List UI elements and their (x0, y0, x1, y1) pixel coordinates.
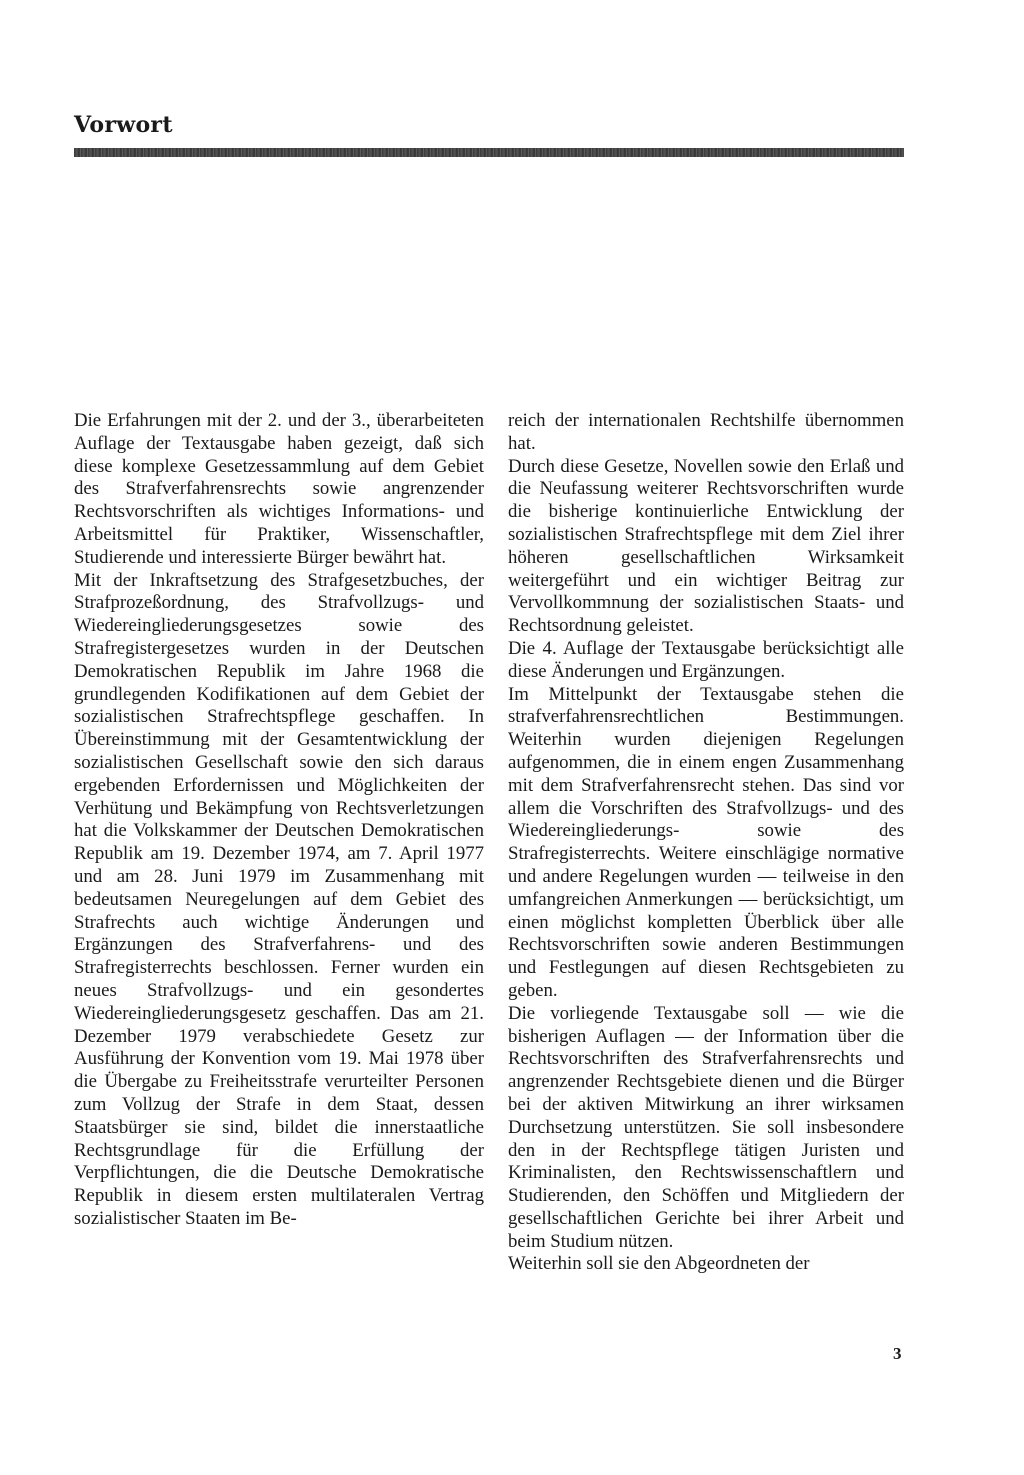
paragraph: reich der internationalen Rechtshilfe übernommen hat. (508, 410, 904, 454)
paragraph: Die vorliegende Textausgabe soll — wie die bisherigen Auflagen — der Information über die Rechtsvorschriften des Strafverfahrensrechts und angrenzender Rechtsgebiete dienen und die Bürger bei der aktiven Mitwirkung an ihrer wirksamen Durchsetzung unterstützen. Sie soll insbesondere den in der Rechtspflege tätigen Juristen und Kriminalisten, den Rechtswissenschaftlern und Studierenden, den Schöffen und Mitgliedern der gesellschaftlichen Gerichte bei ihrer Arbeit und beim Studium nützen. (508, 1002, 904, 1252)
left-column (74, 410, 484, 1231)
page-heading: Vorwort (74, 112, 173, 138)
heading-rule (74, 148, 904, 157)
paragraph: Mit der Inkraftsetzung des Strafgesetzbuches, der Strafprozeßordnung, des Strafvollzugs- und Wiedereingliederungsgesetzes sowie des Strafregistergesetzes wurden in der Deutschen Demokratischen Republik im Jahre 1968 die grundlegenden Kodifikationen auf dem Gebiet der sozialistischen Strafrechtspflege geschaffen. In Übereinstimmung mit der Gesamtentwicklung der sozialistischen Gesellschaft sowie den sich daraus ergebenden Erfordernissen und Möglichkeiten der Verhütung und Bekämpfung von Rechtsverletzungen hat die Volkskammer der Deutschen Demokratischen Republik am 19. Dezember 1974, am 7. April 1977 und am 28. Juni 1979 im Zusammenhang mit bedeutsamen Neuregelungen auf dem Gebiet des Strafrechts auch wichtige Änderungen und Ergänzungen des Strafverfahrens- und des Strafregisterrechts beschlossen. Ferner wurden ein neues Strafvollzugs- und ein gesondertes Wiedereingliederungsgesetz geschaffen. Das am 21. Dezember 1979 verabschiedete Gesetz zur Ausführung der Konvention vom 19. Mai 1978 über die Übergabe zu Freiheitsstrafe verurteilter Personen zum Vollzug der Strafe in dem Staat, dessen Staatsbürger sie sind, bildet die innerstaatliche Rechtsgrundlage für die Erfüllung der Verpflichtungen, die die Deutsche Demokratische Republik in diesem ersten multilateralen Vertrag sozialistischer Staaten im Be- (74, 569, 484, 1229)
paragraph: Im Mittelpunkt der Textausgabe stehen die strafverfahrensrechtlichen Bestimmungen. Weiterhin wurden diejenigen Regelungen aufgenommen, die in einem engen Zusammenhang mit dem Strafverfahrensrecht stehen. Das sind vor allem die Vorschriften des Strafvollzugs- und des Wiedereingliederungs- sowie des Strafregisterrechts. Weitere einschlägige normative und andere Regelungen wurden — teilweise in den umfangreichen Anmerkungen — berücksichtigt, um einen möglichst kompletten Überblick über alle Rechtsvorschriften sowie anderen Bestimmungen und Festlegungen auf diesen Rechtsgebieten zu geben. (508, 683, 904, 1001)
right-column (508, 410, 904, 1276)
paragraph: Die 4. Auflage der Textausgabe berücksichtigt alle diese Änderungen und Ergänzungen. (508, 637, 904, 682)
paragraph: Durch diese Gesetze, Novellen sowie den Erlaß und die Neufassung weiterer Rechtsvorschriften wurde die bisherige kontinuierliche Entwicklung der sozialistischen Strafrechtspflege mit dem Ziel ihrer höheren gesellschaftlichen Wirksamkeit weitergeführt und ein wichtiger Beitrag zur Vervollkommnung der sozialistischen Staats- und Rechtsordnung geleistet. (508, 455, 904, 637)
paragraph: Weiterhin soll sie den Abgeordneten der (508, 1253, 810, 1275)
page-number: 3 (893, 1344, 902, 1363)
paragraph: Die Erfahrungen mit der 2. und der 3., überarbeiteten Auflage der Textausgabe haben gezeigt, daß sich diese komplexe Gesetzessammlung auf dem Gebiet des Strafverfahrensrechts sowie angrenzender Rechtsvorschriften als wichtiges Informations- und Arbeitsmittel für Praktiker, Wissenschaftler, Studierende und interessierte Bürger bewährt hat. (74, 410, 484, 568)
